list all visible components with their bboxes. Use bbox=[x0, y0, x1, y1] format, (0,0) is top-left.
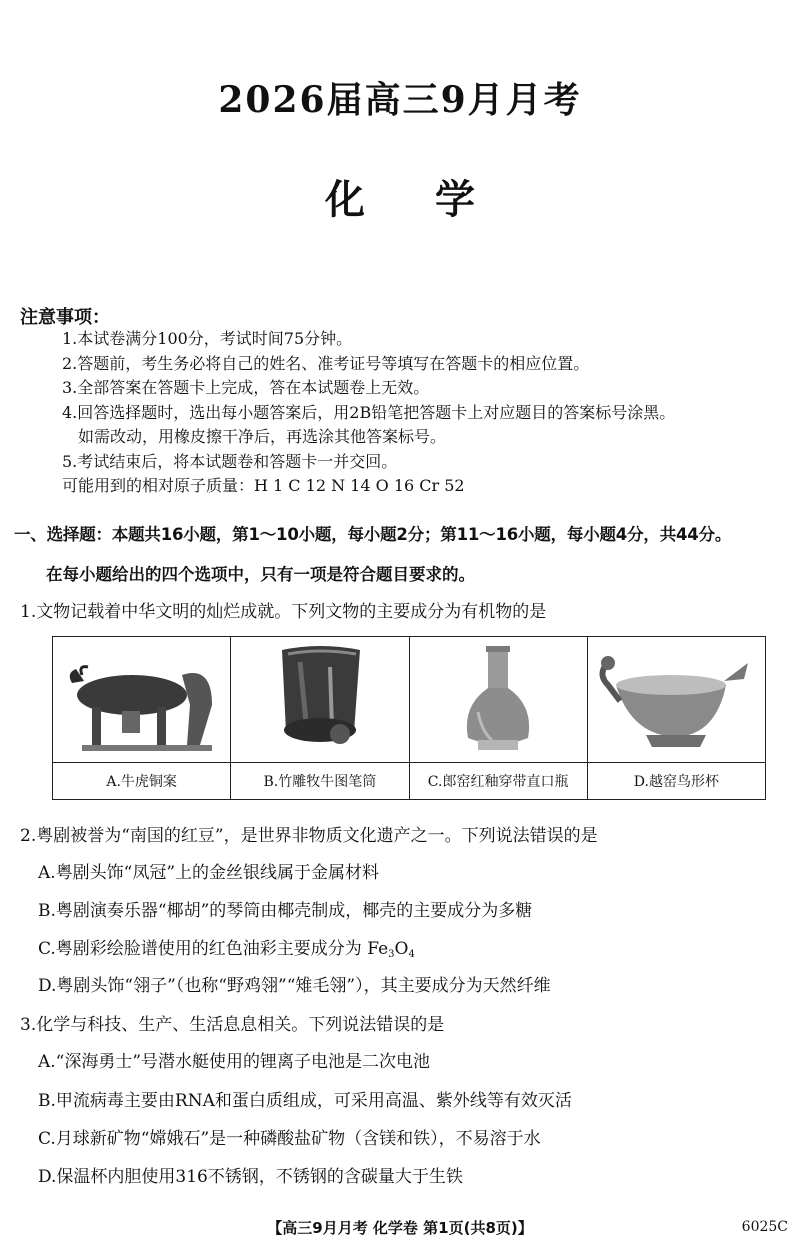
atomic-mass-line: 可能用到的相对原子质量：H 1 C 12 N 14 O 16 Cr 52 bbox=[62, 476, 465, 495]
relic-option-b bbox=[231, 637, 409, 799]
relic-table bbox=[52, 636, 766, 800]
notice-item: 3.全部答案在答题卡上完成，答在本试题卷上无效。 bbox=[62, 378, 430, 397]
notice-item: 1.本试卷满分100分，考试时间75分钟。 bbox=[62, 329, 353, 348]
q2-stem: 2.粤剧被誉为“南国的红豆”，是世界非物质文化遗产之一。下列说法错误的是 bbox=[20, 826, 598, 846]
relic-caption: A.牛虎铜案 bbox=[53, 762, 230, 799]
notice-item: 5.考试结束后，将本试题卷和答题卡一并交回。 bbox=[62, 451, 398, 471]
notice-item: 如需改动，用橡皮擦干净后，再选涂其他答案标号。 bbox=[78, 427, 447, 446]
subscript: 4 bbox=[408, 949, 415, 960]
notice-item: 4.回答选择题时，选出每小题答案后，用2B铅笔把答题卡上对应题目的答案标号涂黑。 bbox=[62, 402, 676, 422]
bull-tiger-bronze-table-image bbox=[53, 637, 230, 762]
formula-part: O bbox=[394, 939, 409, 959]
q2-option-d: D.粤剧头饰“翎子”（也称“野鸡翎”“雉毛翎”），其主要成分为天然纤维 bbox=[38, 976, 551, 996]
notice-heading: 注意事项： bbox=[20, 307, 110, 328]
q3-option-b: B.甲流病毒主要由RNA和蛋白质组成，可采用高温、紫外线等有效灭活 bbox=[38, 1091, 572, 1111]
q2-option-c-text: C.粤剧彩绘脸谱使用的红色油彩主要成分为 Fe bbox=[38, 939, 389, 959]
paper-code: 6025C bbox=[741, 1219, 788, 1235]
relic-caption: C.郎窑红釉穿带直口瓶 bbox=[410, 762, 587, 799]
relic-caption: D.越窑鸟形杯 bbox=[588, 762, 765, 799]
q3-option-a: A.“深海勇士”号潜水艇使用的锂离子电池是二次电池 bbox=[38, 1052, 431, 1072]
section-heading: 一、选择题：本题共16小题，第1～10小题，每小题2分；第11～16小题，每小题4分，共44分。 bbox=[14, 525, 732, 544]
q3-option-c: C.月球新矿物“嫦娥石”是一种磷酸盐矿物（含镁和铁），不易溶于水 bbox=[38, 1129, 541, 1149]
bird-shaped-cup-image bbox=[588, 637, 765, 762]
q2-option-a: A.粤剧头饰“凤冠”上的金丝银线属于金属材料 bbox=[38, 863, 380, 883]
relic-caption: B.竹雕牧牛图笔筒 bbox=[231, 762, 408, 799]
bamboo-brush-pot-image bbox=[231, 637, 408, 762]
relic-option-c bbox=[410, 637, 588, 799]
relic-option-d bbox=[588, 637, 765, 799]
q3-option-d: D.保温杯内胆使用316不锈钢，不锈钢的含碳量大于生铁 bbox=[38, 1167, 463, 1187]
page-footer: 【高三9月月考 化学卷 第1页(共8页)】 bbox=[267, 1219, 533, 1237]
relic-option-a bbox=[53, 637, 231, 799]
section-instruction: 在每小题给出的四个选项中，只有一项是符合题目要求的。 bbox=[46, 565, 475, 584]
q1-stem: 1.文物记载着中华文明的灿烂成就。下列文物的主要成分为有机物的是 bbox=[20, 602, 547, 622]
exam-title: 2026届高三9月月考 bbox=[218, 79, 582, 121]
red-glaze-vase-image bbox=[410, 637, 587, 762]
q3-stem: 3.化学与科技、生产、生活息息相关。下列说法错误的是 bbox=[20, 1015, 445, 1035]
subscript: 3 bbox=[388, 949, 395, 960]
notice-list bbox=[62, 327, 792, 499]
notice-item: 2.答题前，考生务必将自己的姓名、准考证号等填写在答题卡的相应位置。 bbox=[62, 353, 590, 373]
q2-option-c bbox=[38, 934, 415, 960]
q2-option-b: B.粤剧演奏乐器“椰胡”的琴筒由椰壳制成，椰壳的主要成分为多糖 bbox=[38, 901, 533, 921]
subject-title: 化学 bbox=[325, 176, 545, 223]
